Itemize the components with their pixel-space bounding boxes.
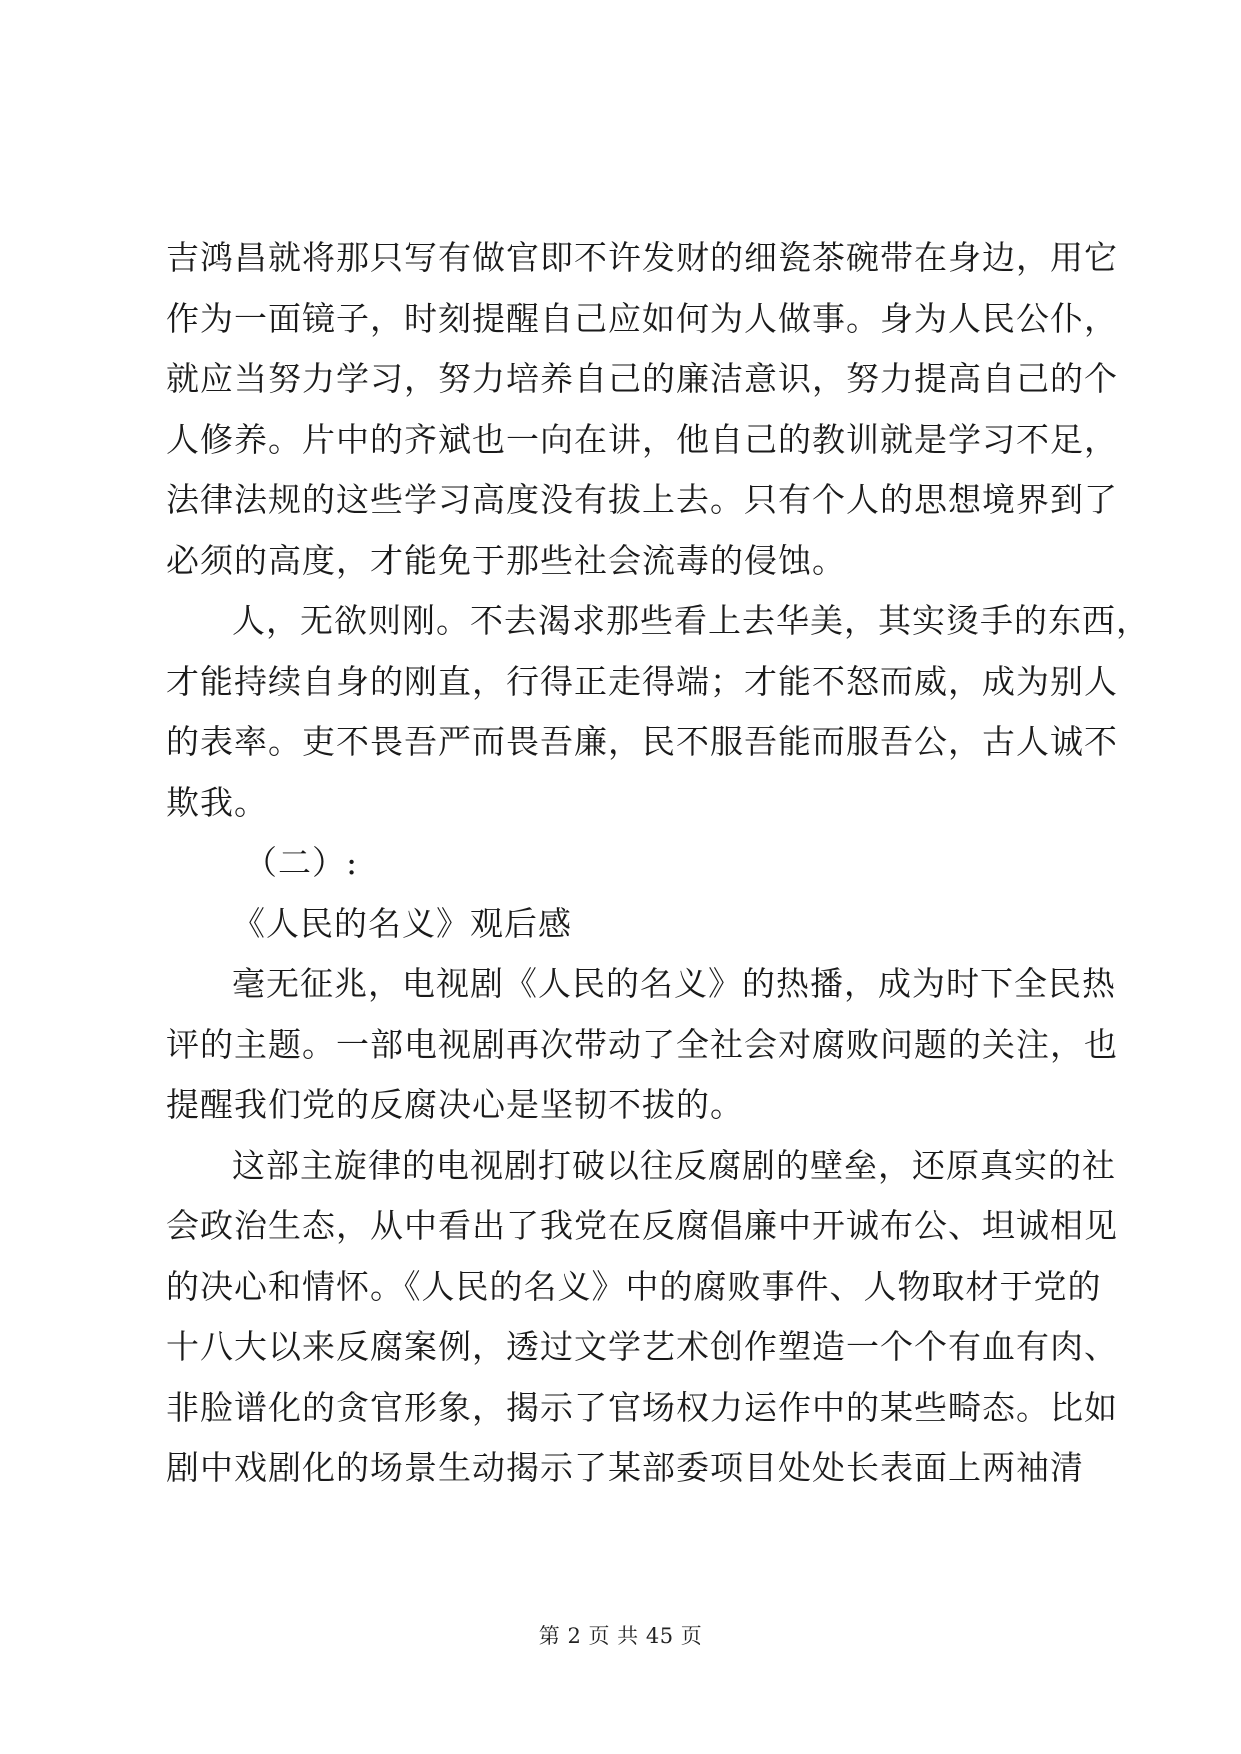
text-line: 法律法规的这些学习高度没有拔上去。只有个人的思想境界到了 xyxy=(166,480,1118,519)
section-label: （二）: xyxy=(244,843,359,882)
paragraph-start-line: 这部主旋律的电视剧打破以往反腐剧的壁垒，还原真实的社 xyxy=(232,1145,1116,1185)
section-title: 《人民的名义》观后感 xyxy=(232,903,572,943)
text-line: 才能持续自身的刚直，行得正走得端；才能不怒而威，成为别人 xyxy=(166,661,1118,701)
text-line: 十八大以来反腐案例，透过文学艺术创作塑造一个个有血有肉、 xyxy=(166,1327,1118,1366)
paragraph-start-line: 毫无征兆，电视剧《人民的名义》的热播，成为时下全民热 xyxy=(232,964,1116,1003)
text-line: 人修养。片中的齐斌也一向在讲，他自己的教训就是学习不足， xyxy=(166,419,1118,459)
text-line: 的决心和情怀。《人民的名义》中的腐败事件、人物取材于党的 xyxy=(166,1266,1102,1306)
paragraph-start-line: 人，无欲则刚。不去渴求那些看上去华美，其实烫手的东西， xyxy=(232,601,1150,640)
text-line: 评的主题。一部电视剧再次带动了全社会对腐败问题的关注，也 xyxy=(166,1024,1118,1064)
text-line: 的表率。吏不畏吾严而畏吾廉，民不服吾能而服吾公，古人诚不 xyxy=(166,722,1118,761)
text-line: 作为一面镜子，时刻提醒自己应如何为人做事。身为人民公仆， xyxy=(166,298,1118,338)
text-line: 欺我。 xyxy=(166,782,268,822)
document-body xyxy=(166,228,1150,1499)
text-line: 剧中戏剧化的场景生动揭示了某部委项目处处长表面上两袖清 xyxy=(166,1448,1084,1487)
text-line: 非脸谱化的贪官形象，揭示了官场权力运作中的某些畸态。比如 xyxy=(166,1387,1118,1427)
text-line: 吉鸿昌就将那只写有做官即不许发财的细瓷茶碗带在身边，用它 xyxy=(166,238,1118,277)
page-number-footer: 第 2 页 共 45 页 xyxy=(538,1624,703,1648)
text-line: 必须的高度，才能免于那些社会流毒的侵蚀。 xyxy=(166,540,846,580)
text-line: 提醒我们党的反腐决心是坚韧不拔的。 xyxy=(166,1085,744,1124)
text-line: 会政治生态，从中看出了我党在反腐倡廉中开诚布公、坦诚相见 xyxy=(166,1206,1118,1245)
text-line: 就应当努力学习，努力培养自己的廉洁意识，努力提高自己的个 xyxy=(166,359,1118,398)
